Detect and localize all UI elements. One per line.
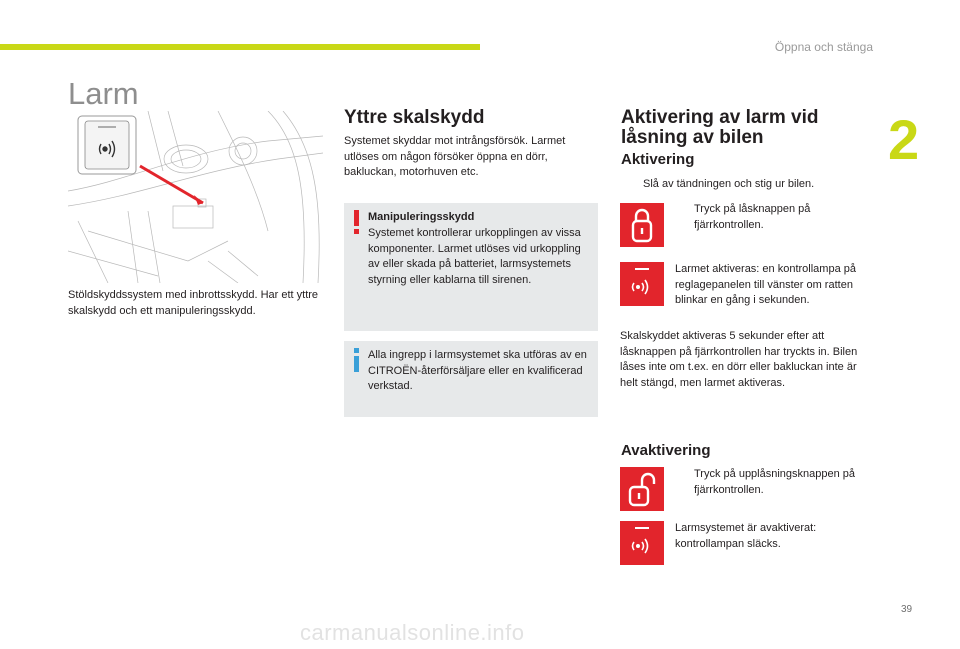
alarm-signal-icon xyxy=(620,521,664,565)
aktivering-step-2: Tryck på låsknappen på fjärrkontrollen. xyxy=(694,203,811,231)
info-icon xyxy=(350,348,364,374)
page-title: Larm xyxy=(68,76,139,111)
watermark: carmanualsonline.info xyxy=(300,620,525,645)
dashboard-illustration xyxy=(68,111,323,283)
lock-closed-icon xyxy=(620,203,664,247)
warning-text: Systemet kontrollerar urkopplingen av vissa komponenter. Larmet utlöses vid urkoppling av eller skada på batteriet, larmsystemets styrning eller kablarna till sirenen. xyxy=(368,227,581,286)
aktivering-indicator-text: Larmet aktiveras: en kontrollampa på reglagepanelen till vänster om ratten blinkar en gång i sekunden. xyxy=(675,263,856,306)
info-text: Alla ingrepp i larmsystemet ska utföras av en CITROËN-återförsäljare eller en kvalificerad verkstad. xyxy=(368,349,587,392)
top-accent-bar xyxy=(0,44,480,50)
heading-yttre-skalskydd: Yttre skalskydd xyxy=(344,107,485,128)
subheading-aktivering: Aktivering xyxy=(621,151,695,168)
heading-aktivering-larm: Aktivering av larm vid låsning av bilen xyxy=(621,107,819,148)
lock-open-icon xyxy=(620,467,664,511)
subheading-avaktivering: Avaktivering xyxy=(621,442,711,459)
figure-caption: Stöldskyddssystem med inbrottsskydd. Har ett yttre skalskydd och ett manipuleringsskydd. xyxy=(68,289,319,317)
section-header: Öppna och stänga xyxy=(774,40,873,54)
avaktivering-step-1: Tryck på upplåsningsknappen på fjärrkontrollen. xyxy=(694,468,856,496)
chapter-number: 2 xyxy=(888,108,920,171)
alarm-signal-icon xyxy=(620,262,664,306)
warning-icon xyxy=(350,210,364,236)
warning-title: Manipuleringsskydd xyxy=(368,211,475,223)
aktivering-step-1: Slå av tändningen och stig ur bilen. xyxy=(643,178,815,190)
yttre-text: Systemet skyddar mot intrångsförsök. Larmet utlöses om någon försöker öppna en dörr, bakluckan, motorhuven etc. xyxy=(344,135,566,178)
page-number: 39 xyxy=(901,604,913,615)
avaktivering-indicator-text: Larmsystemet är avaktiverat: kontrollampan släcks. xyxy=(675,522,817,550)
aktivering-note: Skalskyddet aktiveras 5 sekunder efter att låsknappen på fjärrkontrollen har tryckts in. Bilen låses inte om t.ex. en dörr eller bakluckan inte är helt stängd, men larmet aktiveras. xyxy=(620,330,858,389)
